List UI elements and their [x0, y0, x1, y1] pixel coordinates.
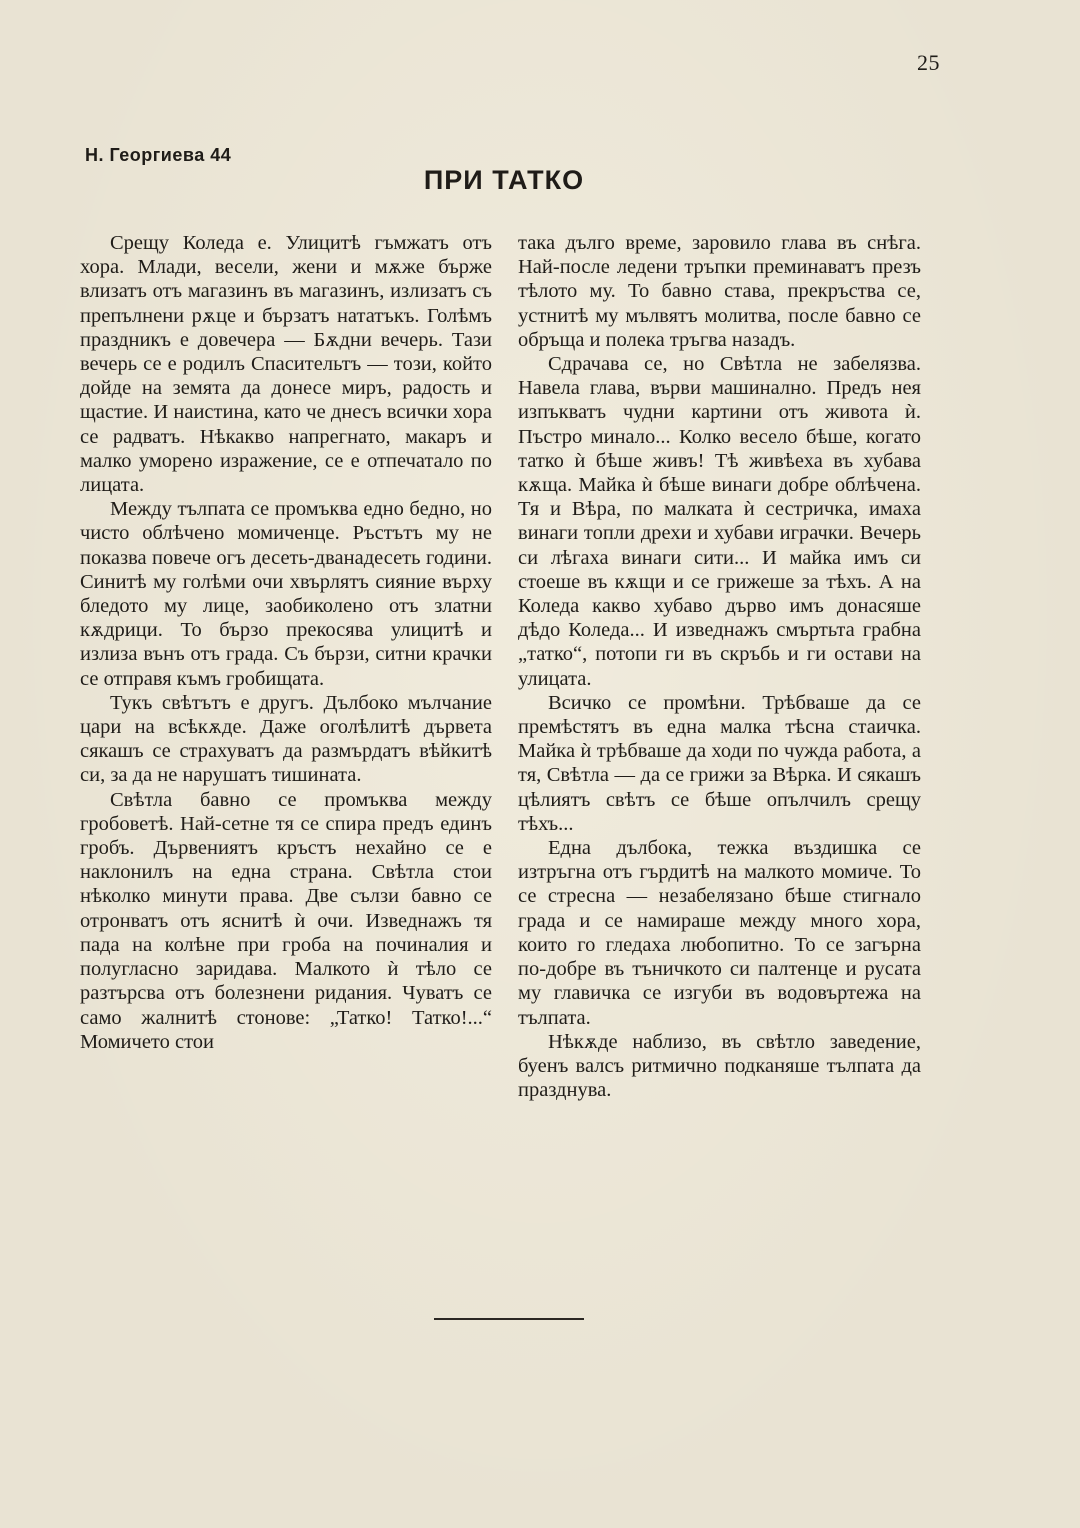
paragraph: Свѣтла бавно се промъква между гробоветѣ. Най-сетне тя се спира предъ единъ гробъ. Дървениятъ кръстъ нехайно се е наклонилъ на една страна. Свѣтла стои нѣколко минути права. Две сълзи бавно се отронватъ отъ яснитѣ ѝ очи. Изведнажъ тя пада на колѣне при гроба на починалия и полугласно заридава. Малкото ѝ тѣло се разтърсва отъ болезнени ридания. Чуватъ се само жалнитѣ стонове: „Татко! Татко!...“ Момичето стои [80, 788, 492, 1053]
paragraph: Сдрачава се, но Свѣтла не забелязва. Навела глава, върви машинално. Предъ нея изпъкватъ чудни картини отъ живота ѝ. Пъстро минало... Колко весело бѣше, когато татко ѝ бѣше живъ! Тѣ живѣеха въ хубава кѫща. Майка ѝ бѣше винаги добре облѣчена. Тя и Вѣра, по малката ѝ сестричка, имаха винаги топли дрехи и хубави играчки. Вечерь си лѣгаха винаги сити... И майка имъ си стоеше въ кѫщи и се грижеше за тѣхъ. А на Коледа какво хубаво дърво имъ донасяше дѣдо Коледа... И изведнажъ смъртьта грабна „татко“, потопи ги въ скръбь и ги остави на улицата. [518, 353, 921, 690]
paragraph: Всичко се промѣни. Трѣбваше да се премѣстятъ въ една малка тѣсна стаичка. Майка ѝ трѣбваше да ходи по чужда работа, а тя, Свѣтла — да се грижи за Вѣрка. И сякашъ цѣлиятъ свѣтъ се бѣше опълчилъ срещу тѣхъ... [518, 691, 921, 835]
paragraph: Между тълпата се промъква едно бедно, но чисто облѣчено момиченце. Ръстътъ му не показва повече огъ десеть-дванадесеть години. Синитѣ му голѣми очи хвърлятъ сияние върху бледото му лице, заобиколено отъ златни кѫдрици. То бързо прекосява улицитѣ и излиза вънъ отъ града. Съ бързи, ситни крачки се отправя къмъ гробищата. [80, 498, 492, 690]
paragraph: Тукъ свѣтътъ е другъ. Дълбоко мълчание цари на всѣкѫде. Даже оголѣлитѣ дървета сякашъ се страхуватъ да размърдатъ вѣйкитѣ си, за да не нарушатъ тишината. [80, 691, 492, 787]
article-title: ПРИ ТАТКО [423, 165, 585, 195]
right-text-column [518, 231, 921, 1102]
paragraph: Срещу Коледа е. Улицитѣ гъмжатъ отъ хора. Млади, весели, жени и мѫже бърже влизатъ отъ магазинъ въ магазинъ, излизатъ съ препълнени рѫце и бързатъ нататъкъ. Голѣмъ праздникъ е довечера — Бѫдни вечерь. Тази вечерь се е родилъ Спасительтъ — този, който дойде на земята да донесе миръ, радость и щастие. И наистина, като че днесъ всички хора се радватъ. Нѣкакво напрегнато, макаръ и малко уморено изражение, се е отпечатало по лицата. [80, 232, 492, 497]
paragraph: Нѣкѫде наблизо, въ свѣтло заведение, буенъ валсъ ритмично подканяше тълпата да празднува. [518, 1030, 921, 1102]
page-number: 25 [917, 50, 940, 75]
end-of-article-rule [434, 1318, 584, 1320]
paragraph-continuation: така дълго време, заровило глава въ снѣга. Най-после ледени тръпки преминаватъ презъ тѣлото му. То бавно става, прекръства се, устнитѣ му мълвятъ молитва, после бавно се обръща и полека тръгва назадъ. [518, 232, 921, 351]
paragraph: Една дълбока, тежка въздишка се изтръгна отъ гърдитѣ на малкото момиче. То се стресна — незабелязано бѣше стигнало града и се намираше между много хора, които го гледаха любопитно. То се загърна по-добре въ тъничкото си палтенце и русата му главичка се изгуби въ водовъртежа на тълпата. [518, 837, 921, 1029]
article-author: Н. Георгиева 44 [85, 145, 232, 165]
left-text-column [80, 231, 492, 1054]
